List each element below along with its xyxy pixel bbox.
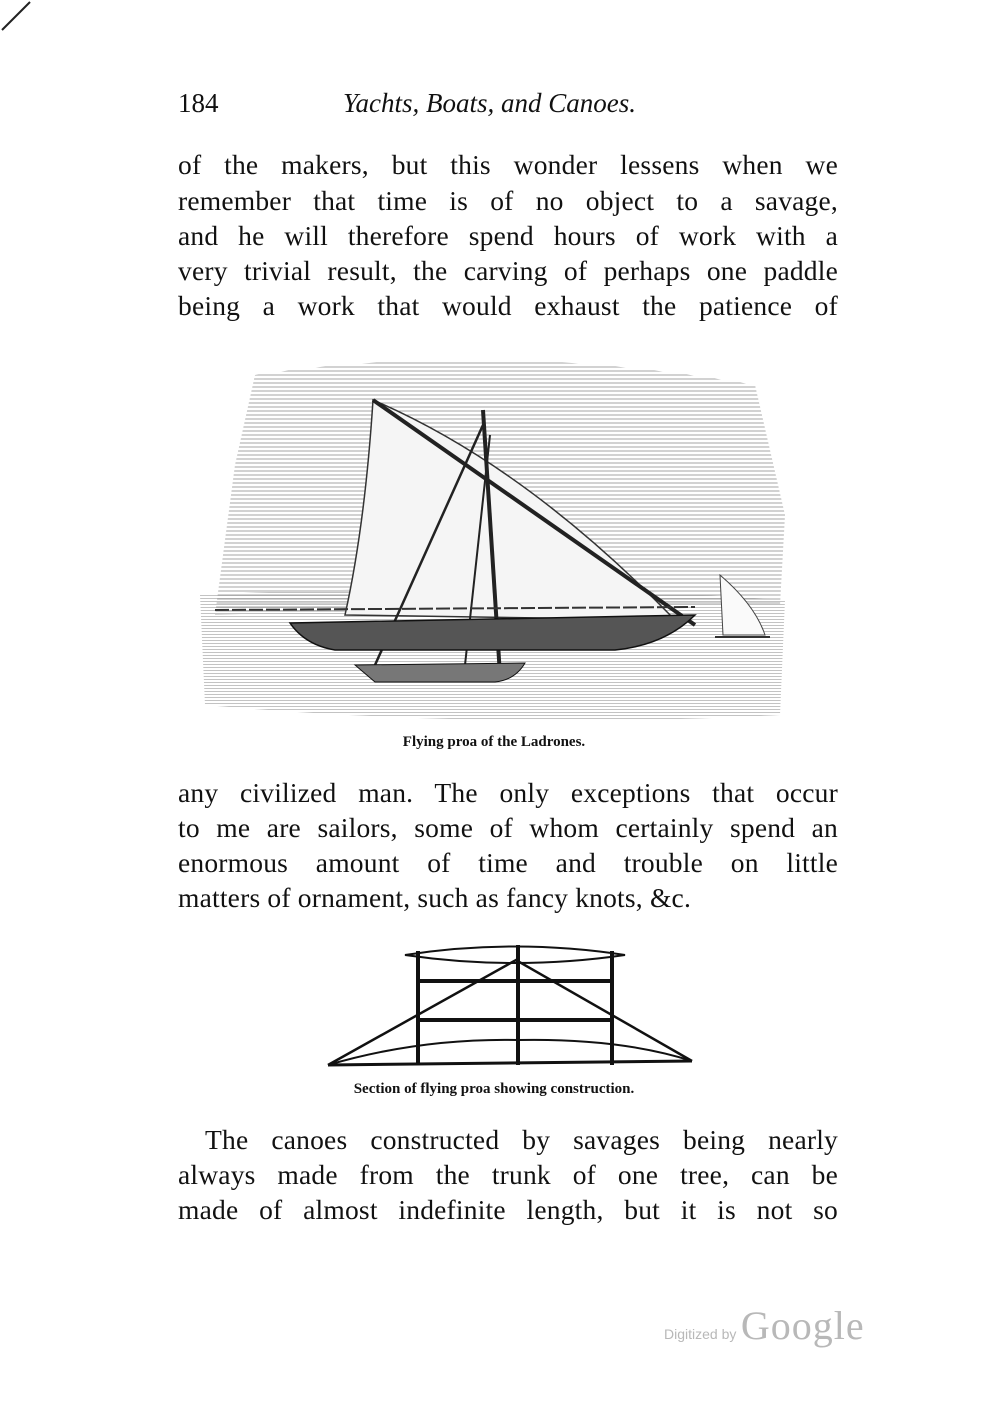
- text-line: The canoes constructed by savages being nearly: [205, 1124, 838, 1155]
- watermark-prefix: Digitized by: [664, 1326, 737, 1342]
- text-line: any civilized man. The only exceptions that occur: [178, 777, 838, 808]
- text-line: enormous amount of time and trouble on little: [178, 847, 838, 878]
- text-line: and he will therefore spend hours of work with a: [178, 220, 838, 251]
- figure-caption: Section of flying proa showing construction.: [353, 1081, 635, 1097]
- flying-proa-illustration: [195, 345, 795, 725]
- proa-section-diagram: [320, 943, 700, 1073]
- scan-corner-mark: [0, 0, 40, 40]
- running-title: Yachts, Boats, and Canoes.: [343, 88, 637, 118]
- outrigger-float: [355, 663, 525, 682]
- text-line: always made from the trunk of one tree, can be: [178, 1159, 838, 1190]
- digitized-by-google-watermark: [664, 1302, 865, 1349]
- text-line: matters of ornament, such as fancy knots, &c.: [178, 882, 692, 913]
- text-line: being a work that would exhaust the patience of: [178, 290, 838, 321]
- figure-caption: Flying proa of the Ladrones.: [402, 734, 586, 750]
- text-line: made of almost indefinite length, but it is not so: [178, 1194, 838, 1225]
- text-line: of the makers, but this wonder lessens when we: [178, 149, 838, 180]
- text-line: very trivial result, the carving of perhaps one paddle: [178, 255, 838, 286]
- page-number: 184: [178, 88, 219, 118]
- text-line: to me are sailors, some of whom certainly spend an: [178, 812, 838, 843]
- watermark-brand: Google: [740, 1303, 865, 1348]
- text-line: remember that time is of no object to a savage,: [178, 185, 838, 216]
